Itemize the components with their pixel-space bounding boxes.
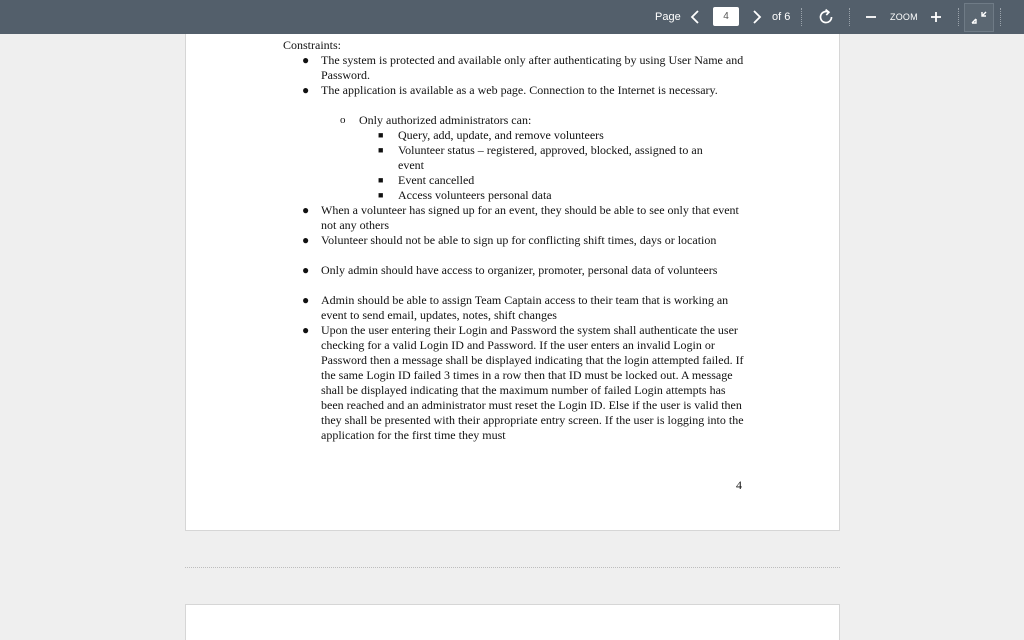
chevron-left-icon <box>688 7 704 27</box>
page-number-input[interactable] <box>713 7 739 26</box>
page-number: 4 <box>736 478 742 492</box>
list-item: Volunteer should not be able to sign up for conflicting shift times, days or location <box>321 233 717 247</box>
document-page-next <box>185 604 840 640</box>
list-item: The system is protected and available only after authenticating by using User Name and Password. <box>321 53 744 82</box>
list-item: When a volunteer has signed up for an event, they should be able to see only that event not any others <box>321 203 739 232</box>
list-item: Access volunteers personal data <box>398 188 552 202</box>
list-item: Volunteer status – registered, approved, blocked, assigned to an event <box>398 143 703 172</box>
zoom-label: ZOOM <box>890 12 918 22</box>
page-label: Page <box>655 11 681 23</box>
zoom-in-button[interactable] <box>927 7 945 27</box>
bullet-icon: ● <box>302 233 310 247</box>
pdf-toolbar <box>0 0 1024 34</box>
bullet-icon: ● <box>302 203 310 217</box>
bullet-icon: ● <box>302 263 310 277</box>
collapse-icon <box>965 4 993 31</box>
list-item: The application is available as a web page. Connection to the Internet is necessary. <box>321 83 718 97</box>
minus-icon <box>862 7 880 27</box>
rotate-icon <box>815 6 837 28</box>
document-page <box>185 34 840 531</box>
list-item: Only admin should have access to organizer, promoter, personal data of volunteers <box>321 263 718 277</box>
toolbar-separator <box>849 8 850 26</box>
page-count-label: of 6 <box>772 11 791 23</box>
rotate-button[interactable] <box>815 6 837 28</box>
page-divider <box>185 567 840 568</box>
list-item: Event cancelled <box>398 173 475 187</box>
toolbar-separator <box>801 8 802 26</box>
square-bullet-icon: ■ <box>378 175 384 185</box>
bullet-icon: ● <box>302 83 310 97</box>
list-item: Query, add, update, and remove volunteers <box>398 128 604 142</box>
square-bullet-icon: ■ <box>378 145 384 155</box>
document-body <box>186 34 841 531</box>
exit-fullscreen-button[interactable] <box>964 3 994 32</box>
list-item: Admin should be able to assign Team Captain access to their team that is working an event to send email, updates, notes, shift changes <box>321 293 729 322</box>
previous-page-button[interactable] <box>688 7 704 27</box>
square-bullet-icon: ■ <box>378 190 384 200</box>
zoom-out-button[interactable] <box>862 7 880 27</box>
bullet-icon: ● <box>302 323 310 337</box>
toolbar-separator <box>1000 8 1001 26</box>
next-page-button[interactable] <box>748 7 764 27</box>
chevron-right-icon <box>748 7 764 27</box>
bullet-icon: ● <box>302 53 310 67</box>
bullet-icon: ● <box>302 293 310 307</box>
section-heading: Constraints: <box>283 38 342 52</box>
list-item: Only authorized administrators can: <box>359 113 532 127</box>
circle-bullet-icon: o <box>340 114 346 126</box>
square-bullet-icon: ■ <box>378 130 384 140</box>
toolbar-separator <box>958 8 959 26</box>
plus-icon <box>927 7 945 27</box>
list-item: Upon the user entering their Login and Password the system shall authenticate the user checking for a valid Login ID and Password. If the user enters an invalid Login or Password then a message shall be displayed indicating that the login attempted failed. If the same Login ID failed 3 times in a row then that ID must be locked out. A message shall be displayed indicating that the maximum number of failed Login attempts has been reached and an administrator must reset the Login ID. Else if the user is valid then they shall be presented with their appropriate entry screen. If the user is logging into the application for the first time they must <box>321 323 744 442</box>
